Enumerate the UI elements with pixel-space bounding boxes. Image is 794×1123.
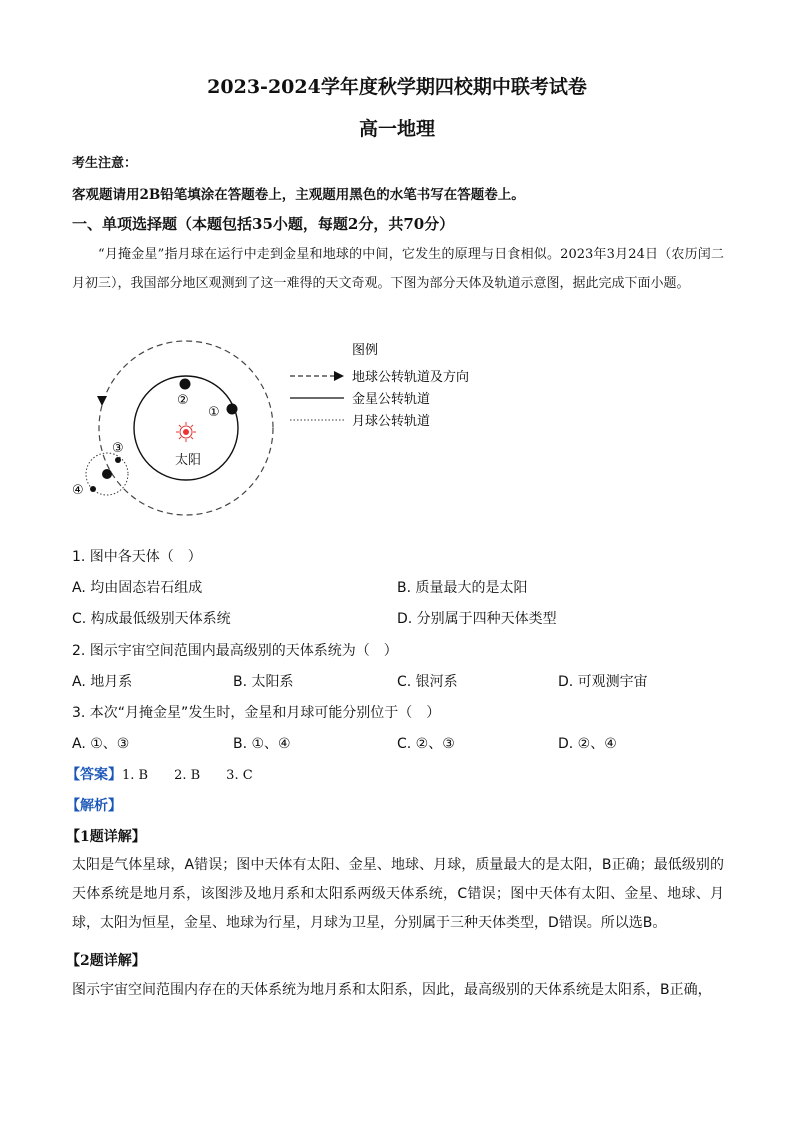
q2-option-a: A. 地月系 [72,674,133,690]
question-1-stem: 1. 图中各天体（ ） [72,549,202,565]
q3-option-d: D. ②、④ [558,736,617,752]
q1-analysis-body: 太阳是气体星球，A错误；图中天体有太阳、金星、地球、月球，质量最大的是太阳，B正确；最低级别的天体系统是地月系，该图涉及地月系和太阳系两级天体系统，C错误；图中天体有太阳、金星、地球、月球，太阳为恒星，金星、地球为行星，月球为卫星，分别属于三种天体类型，D错误。所以选B。 [72,857,724,931]
q1-option-b: B. 质量最大的是太阳 [397,580,528,596]
notice-label: 考生注意： [72,156,138,171]
question-3-stem: 3. 本次“月掩金星”发生时，金星和月球可能分别位于（ ） [72,705,441,721]
q2-option-d: D. 可观测宇宙 [558,674,648,690]
legend-arrow-icon [334,371,344,381]
legend-item-moon-orbit: 月球公转轨道 [352,414,431,429]
venus-position-1 [227,404,238,415]
legend-item-earth-orbit: 地球公转轨道及方向 [352,370,470,385]
q2-analysis-heading: 【2题详解】 [66,953,146,969]
q2-option-c: C. 银河系 [397,674,458,690]
marker-2: ② [177,393,189,408]
orbit-direction-arrow [97,396,107,406]
answer-tag: 【答案】 [66,767,122,783]
legend-item-venus-orbit: 金星公转轨道 [352,392,431,407]
q3-option-b: B. ①、④ [233,736,291,752]
earth [102,469,112,479]
legend-title: 图例 [352,343,379,358]
moon-position-3 [115,457,121,463]
question-2-stem: 2. 图示宇宙空间范围内最高级别的天体系统为（ ） [72,643,398,659]
exam-title: 2023-2024学年度秋学期四校期中联考试卷 [207,76,587,98]
q2-option-b: B. 太阳系 [233,674,294,690]
marker-1: ① [208,405,220,420]
venus-position-2 [180,379,191,390]
marker-3: ③ [112,441,124,456]
q1-option-d: D. 分别属于四种天体类型 [397,611,557,627]
q1-analysis-heading: 【1题详解】 [66,829,146,845]
section-heading: 一、单项选择题（本题包括35小题，每题2分，共70分） [72,215,455,233]
q2-analysis-body: 图示宇宙空间范围内存在的天体系统为地月系和太阳系，因此，最高级别的天体系统是太阳系，B正确， [72,982,712,998]
intro-paragraph: “月掩金星”指月球在运行中走到金星和地球的中间，它发生的原理与日食相似。2023年3月24日（农历闰二月初三），我国部分地区观测到了这一难得的天文奇观。下图为部分天体及轨道示意图，据此完成下面小题。 [72,247,724,291]
q3-option-c: C. ②、③ [397,736,455,752]
exam-subject: 高一地理 [358,118,435,140]
moon-position-4 [90,486,96,492]
q1-option-a: A. 均由固态岩石组成 [72,580,203,596]
q1-option-c: C. 构成最低级别天体系统 [72,611,231,627]
analysis-tag: 【解析】 [66,798,122,814]
marker-4: ④ [72,483,84,498]
sun-label: 太阳 [175,453,202,468]
answer-text: 1. B 2. B 3. C [122,768,253,783]
q3-option-a: A. ①、③ [72,736,130,752]
orbit-diagram [60,330,500,540]
notice-text: 客观题请用2B铅笔填涂在答题卷上，主观题用黑色的水笔书写在答题卷上。 [72,187,525,203]
sun-icon [176,422,196,442]
answer-line [66,764,253,784]
earth-orbit [99,341,273,515]
